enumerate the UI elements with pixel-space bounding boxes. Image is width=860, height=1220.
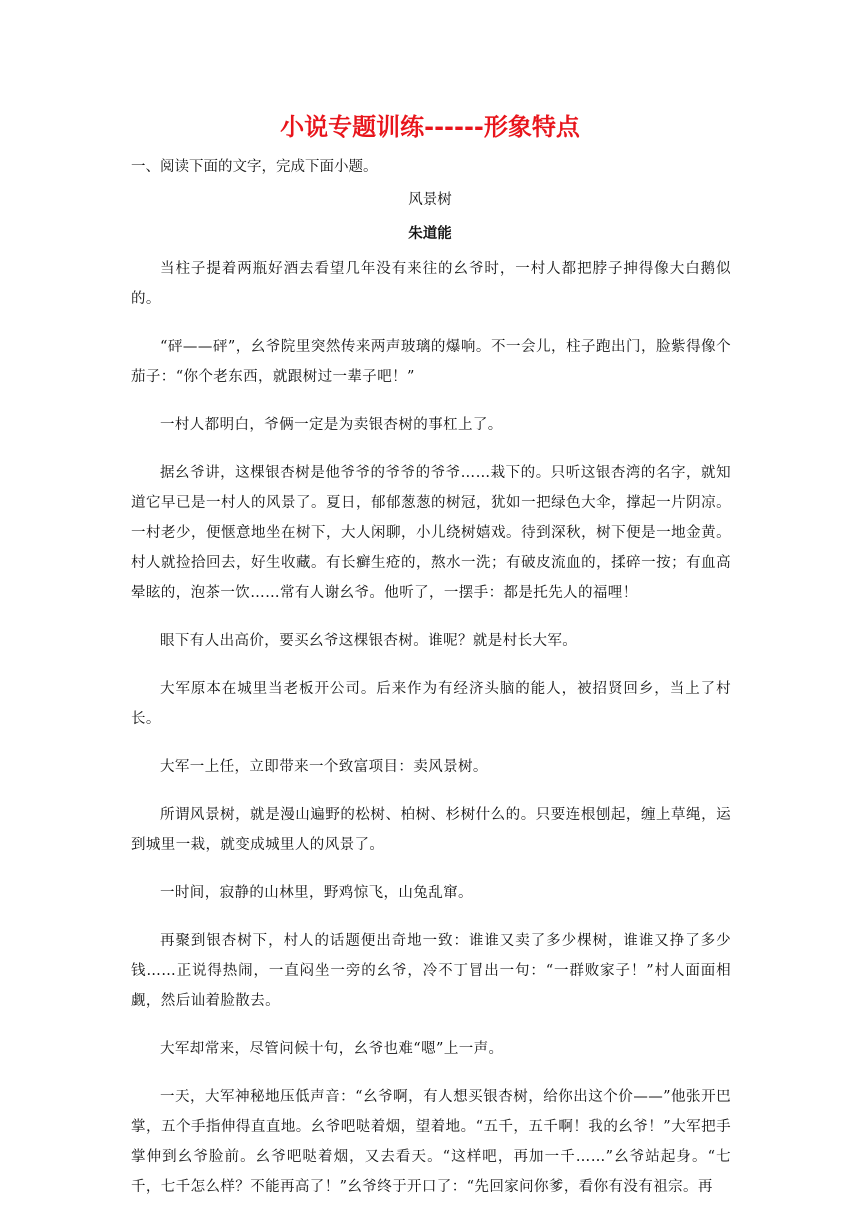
paragraph: 大军一上任，立即带来一个致富项目：卖风景树。 — [160, 759, 488, 775]
paragraph: 一时间，寂静的山林里，野鸡惊飞，山兔乱窜。 — [160, 885, 473, 901]
paragraph: 大军却常来，尽管问候十句，幺爷也难“嗯”上一声。 — [160, 1041, 504, 1057]
document-title: 小说专题训练------形象特点 — [280, 113, 580, 141]
paragraph: “砰——砰”，幺爷院里突然传来两声玻璃的爆响。不一会儿，柱子跑出门，脸紫得像个茄子：“你个老东西，就跟树过一辈子吧！” — [131, 339, 731, 385]
paragraph: 一天，大军神秘地压低声音：“幺爷啊，有人想买银杏树，给你出这个价——”他张开巴掌，五个手指伸得直直地。幺爷吧哒着烟，望着地。“五千，五千啊！我的幺爷！”大军把手掌伸到幺爷脸前。幺爷吧哒着烟，又去看天。“这样吧，再加一千……”幺爷站起身。“七千，七千怎么样？不能再高了！”幺爷终于开口了：“先回家问你爹，看你有没有祖宗。再 — [131, 1089, 731, 1195]
paragraph: 当柱子提着两瓶好酒去看望几年没有来往的幺爷时，一村人都把脖子抻得像大白鹅似的。 — [131, 261, 731, 307]
paragraph: 大军原本在城里当老板开公司。后来作为有经济头脑的能人，被招贤回乡，当上了村长。 — [131, 681, 731, 727]
paragraph: 眼下有人出高价，要买幺爷这棵银杏树。谁呢？就是村长大军。 — [160, 633, 578, 649]
story-author: 朱道能 — [408, 225, 452, 242]
story-title: 风景树 — [408, 192, 452, 208]
paragraph: 所谓风景树，就是漫山遍野的松树、柏树、杉树什么的。只要连根刨起，缠上草绳，运到城里一栽，就变成城里人的风景了。 — [131, 807, 731, 853]
paragraph: 一村人都明白，爷俩一定是为卖银杏树的事杠上了。 — [160, 417, 503, 433]
story-body — [131, 254, 731, 1220]
question-heading: 一、阅读下面的文字，完成下面小题。 — [131, 159, 378, 175]
paragraph: 再聚到银杏树下，村人的话题便出奇地一致：谁谁又卖了多少棵树，谁谁又挣了多少钱……正说得热闹，一直闷坐一旁的幺爷，冷不丁冒出一句：“一群败家子！”村人面面相觑，然后讪着脸散去。 — [131, 933, 731, 1009]
paragraph: 据幺爷讲，这棵银杏树是他爷爷的爷爷的爷爷……栽下的。只听这银杏湾的名字，就知道它早已是一村人的风景了。夏日，郁郁葱葱的树冠，犹如一把绿色大伞，撑起一片阴凉。一村老少，便惬意地坐在树下，大人闲聊，小儿绕树嬉戏。待到深秋，树下便是一地金黄。村人就捡拾回去，好生收藏。有长癣生疮的，熬水一洗；有破皮流血的，揉碎一按；有血高晕眩的，泡茶一饮……常有人谢幺爷。他听了，一摆手：都是托先人的福哩！ — [131, 465, 731, 601]
